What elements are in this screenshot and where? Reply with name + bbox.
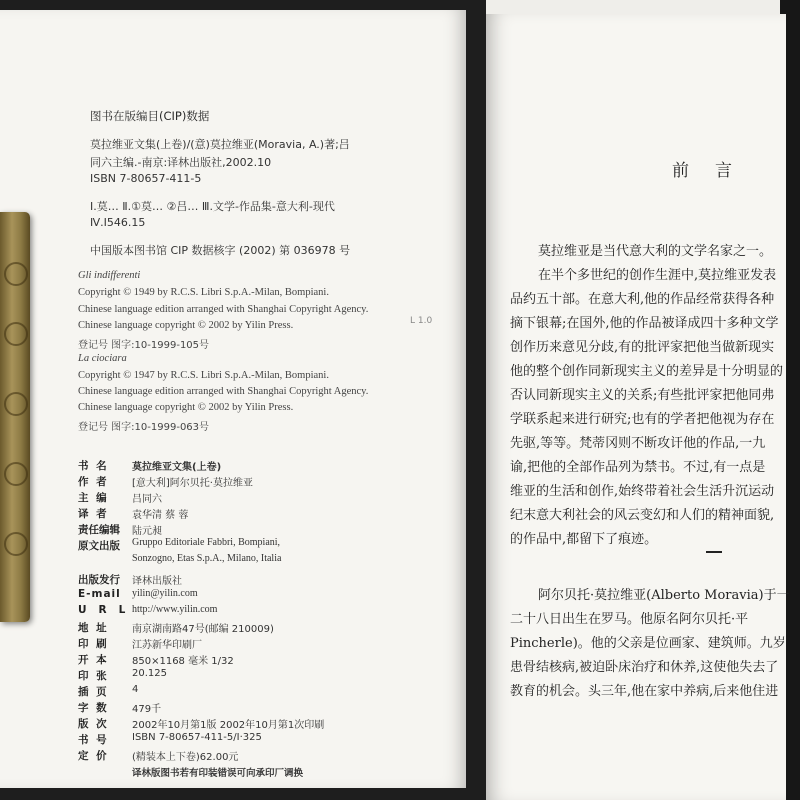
bookmark-ornament: [4, 532, 28, 556]
preface-line: 维亚的生活和创作,始终带着社会生活升沉运动: [510, 484, 775, 499]
preface-line: 摘下银幕;在国外,他的作品被译成四十多种文学: [510, 316, 779, 331]
colophon-value: 4: [132, 684, 139, 695]
colophon-value: [意大利]阿尔贝托·莫拉维亚: [132, 478, 253, 489]
work-title: Gli indifferenti: [78, 270, 141, 281]
cip-title: 图书在版编目(CIP)数据: [90, 109, 210, 123]
work-title: La ciociara: [78, 353, 127, 364]
colophon-label: 主 编: [78, 492, 109, 504]
preface-line: Pincherle)。他的父亲是位画家、建筑师。九岁: [510, 636, 786, 651]
margin-mark: L 1.0: [410, 316, 433, 326]
colophon-label: 责任编辑: [78, 524, 120, 536]
colophon-label: 书 名: [78, 460, 109, 472]
preface-line: 教育的机会。头三年,他在家中养病,后来他住进: [510, 684, 779, 699]
colophon-value: 850×1168 毫米 1/32: [132, 656, 234, 667]
colophon-value: 袁华清 蔡 蓉: [132, 510, 189, 521]
colophon-label: 印 张: [78, 670, 109, 682]
preface-line: 的作品中,都留下了痕迹。: [510, 532, 658, 547]
colophon-label: 作 者: [78, 476, 109, 488]
copyright-line: Chinese language copyright © 2002 by Yilin Press.: [78, 320, 294, 331]
colophon-value: 江苏新华印刷厂: [132, 640, 202, 651]
copyright-line: Chinese language edition arranged with Shanghai Copyright Agency.: [78, 386, 369, 397]
colophon-value: 20.125: [132, 668, 167, 679]
colophon-value: ISBN 7-80657-411-5/I·325: [132, 732, 262, 743]
colophon-value: 南京湖南路47号(邮编 210009): [132, 624, 274, 635]
colophon-value: 译林出版社: [132, 576, 182, 587]
colophon-value: 2002年10月第1版 2002年10月第1次印刷: [132, 720, 325, 731]
colophon-label: 译 者: [78, 508, 109, 520]
preface-line: 在半个多世纪的创作生涯中,莫拉维亚发表: [538, 268, 777, 283]
preface-line: 二十八日出生在罗马。他原名阿尔贝托·平: [510, 612, 749, 627]
preface-line: 他的整个创作同新现实主义的差异是十分明显的: [510, 364, 784, 379]
preface-line: 患骨结核病,被迫卧床治疗和休养,这使他失去了: [510, 660, 779, 675]
copyright-line: Chinese language edition arranged with Shanghai Copyright Agency.: [78, 304, 369, 315]
preface-line: 否认同新现实主义的关系;有些批评家把他同弗: [510, 388, 775, 403]
preface-line: 纪末意大利社会的风云变幻和人们的精神面貌,: [510, 508, 775, 523]
preface-line: 阿尔贝托·莫拉维亚(Alberto Moravia)于一: [538, 588, 790, 603]
colophon-label: URL: [78, 604, 138, 616]
section-number: [706, 551, 722, 553]
bookmark-ornament: [4, 392, 28, 416]
classification-line: Ⅰ.莫… Ⅱ.①莫… ②吕… Ⅲ.文学-作品集-意大利-现代: [90, 200, 335, 213]
colophon-label: 字 数: [78, 702, 109, 714]
colophon-value: 莫拉维亚文集(上卷): [132, 462, 222, 473]
colophon-value: Sonzogno, Etas S.p.A., Milano, Italia: [132, 553, 282, 564]
colophon-value: (精装本上下卷)62.00元: [132, 752, 239, 763]
cip-line: 莫拉维亚文集(上卷)/(意)莫拉维亚(Moravia, A.)著;吕: [90, 138, 350, 151]
footer-note: 译林版图书若有印装错误可向承印厂调换: [132, 768, 304, 779]
preface-line: 学联系起来进行研究;也有的学者把他视为存在: [510, 412, 775, 427]
copyright-line: Chinese language copyright © 2002 by Yilin Press.: [78, 402, 294, 413]
section-number-text: [706, 540, 707, 541]
url-value: http://www.yilin.com: [132, 604, 218, 615]
bookmark-ornament: [4, 462, 28, 486]
classification-line: Ⅳ.I546.15: [90, 216, 146, 229]
copyright-line: Copyright © 1949 by R.C.S. Libri S.p.A.-Milan, Bompiani.: [78, 287, 329, 298]
colophon-value: 陆元昶: [132, 526, 162, 537]
preface-line: 先驱,等等。梵蒂冈则不断攻讦他的作品,一九: [510, 436, 766, 451]
email-value: yilin@yilin.com: [132, 588, 198, 599]
preface-line: 谕,把他的全部作品列为禁书。不过,有一点是: [510, 460, 766, 475]
preface-line: 创作历来意见分歧,有的批评家把他当做新现实: [510, 340, 775, 355]
colophon-label: 书 号: [78, 734, 109, 746]
cip-line: 同六主编.-南京:译林出版社,2002.10: [90, 156, 272, 169]
preface-line: 品约五十部。在意大利,他的作品经常获得各种: [510, 292, 775, 307]
bookmark-ornament: [4, 262, 28, 286]
colophon-label: 定 价: [78, 750, 109, 762]
colophon-label: 地 址: [78, 622, 109, 634]
colophon-label: 开 本: [78, 654, 109, 666]
colophon-value: 479千: [132, 704, 162, 715]
colophon-label: E-mail: [78, 588, 121, 600]
preface-title: 前言: [672, 161, 758, 181]
colophon-label: 印 刷: [78, 638, 109, 650]
copyright-page: [0, 10, 466, 788]
copyright-line: Copyright © 1947 by R.C.S. Libri S.p.A.-Milan, Bompiani.: [78, 370, 329, 381]
colophon-value: Gruppo Editoriale Fabbri, Bompiani,: [132, 537, 281, 548]
registration-number: 登记号 图字:10-1999-063号: [78, 422, 210, 433]
colophon-value: 吕同六: [132, 494, 162, 505]
bookmark-ornament: [4, 322, 28, 346]
cip-number: 中国版本图书馆 CIP 数据核字 (2002) 第 036978 号: [90, 244, 351, 257]
registration-number: 登记号 图字:10-1999-105号: [78, 340, 210, 351]
colophon-label: 出版发行: [78, 574, 120, 586]
brass-bookmark: [0, 212, 30, 622]
colophon-label: 插 页: [78, 686, 109, 698]
preface-line: 莫拉维亚是当代意大利的文学名家之一。: [538, 244, 773, 259]
colophon-label: 版 次: [78, 718, 109, 730]
colophon-label: 原文出版: [78, 540, 120, 552]
cip-isbn: ISBN 7-80657-411-5: [90, 172, 202, 185]
